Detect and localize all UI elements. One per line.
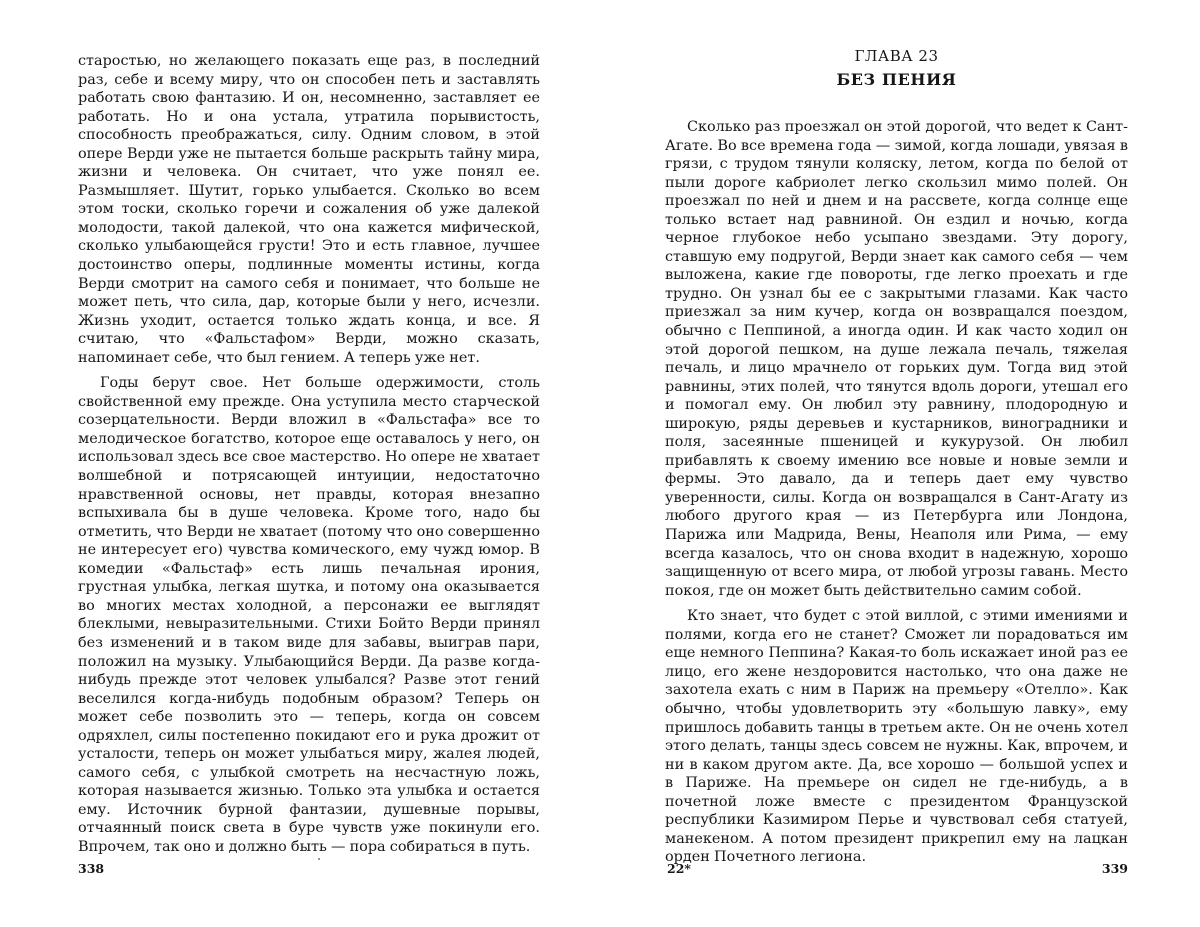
signature-mark: 22* <box>667 861 691 876</box>
chapter-title: БЕЗ ПЕНИЯ <box>836 70 957 89</box>
left-paragraph-1: старостью, но желающего показать еще раз, в последний раз, себе и всему миру, что он способен петь и заставлять работать свою фантазию. И он, несомненно, заставляет ее работать. Но и она устала, утратила порывистость, способность преображаться, силу. Одним словом, в этой опере Верди уже не пытается больше раскрыть тайну мира, жизни и человека. Он считает, что уже понял ее. Размышляет. Шутит, горько улыбается. Сколько во всем этом тоски, сколько горечи и сожаления об уже далекой молодости, такой далекой, что она кажется мифической, сколько улыбающейся грусти! Это и есть главное, лучшее достоинство оперы, подлинные моменты истины, когда Верди смотрит на самого себя и понимает, что больше не может петь, что сила, дар, которые были у него, исчезли. Жизнь уходит, остается только ждать конца, и все. Я считаю, что «Фальстафом» Верди, можно сказать, напоминает себе, что был гением. А теперь уже нет. <box>78 53 540 366</box>
right-paragraph-2: Кто знает, что будет с этой виллой, с этими имениями и полями, когда его не станет? Сможет ли порадоваться им еще немного Пеппина? Какая-то боль искажает иной раз ее лицо, его жене нездоровится настолько, что она даже не захотела ехать с ним в Париж на премьеру «Отелло». Как обычно, чтобы удовлетворить эту «большую лавку», ему пришлось добавить танцы в третьем акте. Он не очень хотел этого делать, танцы здесь совсем не нужны. Как, впрочем, и ни в каком другом акте. Да, все хорошо — большой успех и в Париже. На премьере он сидел не где-нибудь, а в почетной ложе вместе с президентом Французской республики Казимиром Перье и чувствовал себя статуей, манекеном. А потом президент прикрепил ему на лацкан орден Почетного легиона. <box>665 608 1128 866</box>
print-speck <box>318 858 320 860</box>
right-page <box>665 0 1128 927</box>
left-text-column <box>78 52 540 857</box>
right-paragraph-1: Сколько раз проезжал он этой дорогой, что ведет к Сант-Агате. Во все времена года — зимой, когда лошади, увязая в грязи, с трудом тянули коляску, летом, когда по белой от пыли дороге кабриолет легко скользил мимо полей. Он проезжал по ней и днем и на рассвете, когда солнце еще только встает над равниной. Он ездил и ночью, когда черное глубокое небо усыпано звездами. Эту дорогу, ставшую ему подругой, Верди знает как самого себя — чем выложена, какие где повороты, где легко проехать и где трудно. Он узнал бы ее с закрытыми глазами. Как часто приезжал за ним кучер, когда он возвращался поездом, обычно с Пеппиной, а иногда один. И как часто ходил он этой дорогой пешком, на душе лежала печаль, тяжелая печаль, и лицо мрачнело от горьких дум. Тогда вид этой равнины, этих полей, что тянутся вдоль дороги, утешал его и помогал ему. Он любил эту равнину, плодородную и широкую, ряды деревьев и кустарников, виноградники и поля, засеянные пшеницей и кукурузой. Он любил прибавлять к своему имению все новые и новые земли и фермы. Это давало, да и теперь дает ему чувство уверенности, силы. Когда он возвращался в Сант-Агату из любого другого края — из Петербурга или Лондона, Парижа или Мадрида, Вены, Неаполя или Рима, — ему всегда казалось, что он снова входит в надежную, хорошо защищенную от всего мира, от любой угрозы гавань. Место покоя, где он может быть действительно самим собой. <box>665 119 1128 599</box>
left-page-number: 338 <box>78 861 105 876</box>
right-page-number: 339 <box>1101 861 1128 876</box>
right-text-column <box>665 118 1128 867</box>
left-paragraph-2: Годы берут свое. Нет больше одержимости, столь свойственной ему прежде. Она уступила место старческой созерцательности. Верди вложил в «Фальстафа» все то мелодическое богатство, которое еще оставалось у него, он использовал здесь все свое мастерство. Но опере не хватает волшебной и потрясающей интуиции, недостаточно нравственной основы, нет правды, которая внезапно вспыхивала бы в душе человека. Кроме того, надо бы отметить, что Верди не хватает (потому что оно совершенно не интересует его) чувства комического, ему чужд юмор. В комедии «Фальстаф» есть лишь печальная ирония, грустная улыбка, легкая шутка, и потому она оказывается во многих местах холодной, а персонажи ее выглядят блеклыми, невыразительными. Стихи Бойто Верди принял без изменений и в таком виде для забавы, выиграв пари, положил на музыку. Улыбающийся Верди. Да разве когда-нибудь прежде этот человек улыбался? Разве этот гений веселился когда-нибудь подобным образом? Теперь он может себе позволить это — теперь, когда он совсем одряхлел, силы постепенно покидают его и рука дрожит от усталости, теперь он может улыбаться миру, жалея людей, самого себя, с улыбкой смотреть на несчастную ложь, которая называется жизнью. Только эта улыбка и остается ему. Источник бурной фантазии, душевные порывы, отчаянный поиск света в буре чувств уже покинули его. Впрочем, так оно и должно быть — пора собираться в путь. <box>78 375 540 855</box>
left-page <box>78 0 540 927</box>
chapter-label: ГЛАВА 23 <box>854 47 939 65</box>
